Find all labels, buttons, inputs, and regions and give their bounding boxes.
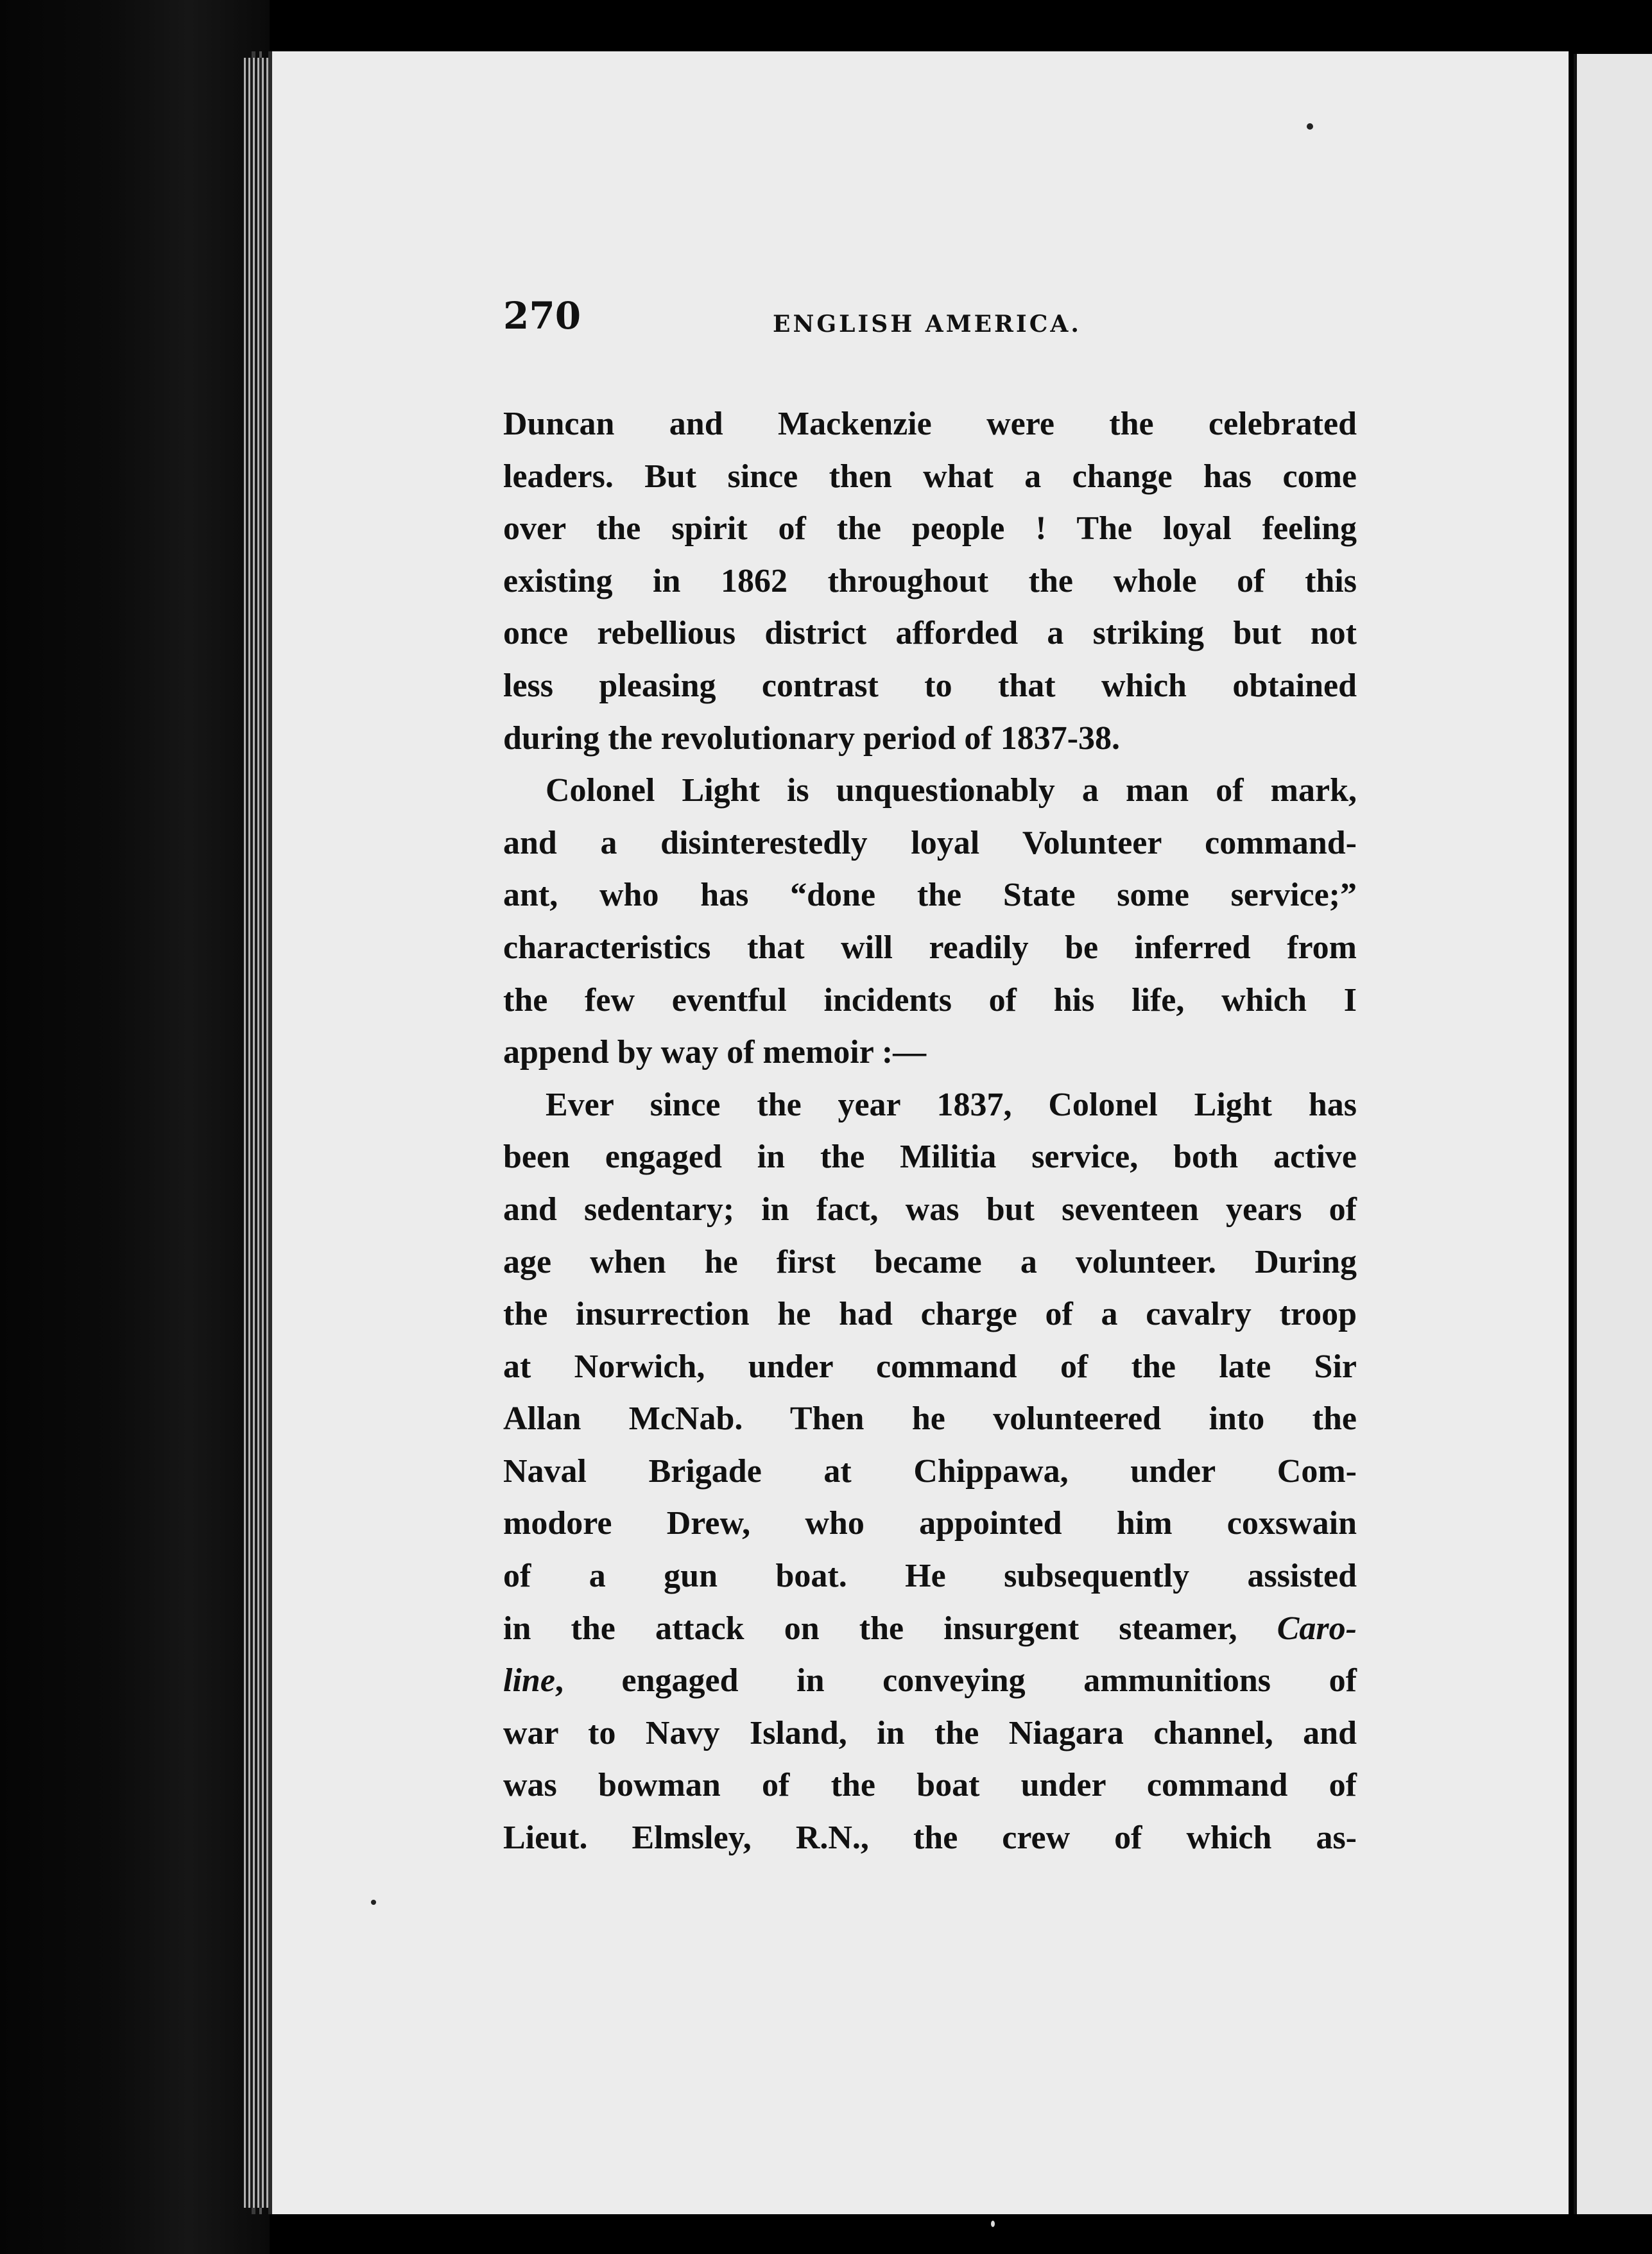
text-line: over the spirit of the people ! The loyal feeling bbox=[503, 510, 1357, 547]
text-line: of a gun boat. He subsequently assisted bbox=[503, 1558, 1357, 1595]
text-line: characteristics that will readily be inferred from bbox=[503, 929, 1357, 966]
text-line: the insurrection he had charge of a cavalry troop bbox=[503, 1296, 1357, 1333]
text-line: Duncan and Mackenzie were the celebrated bbox=[503, 406, 1357, 442]
text-line: was bowman of the boat under command of bbox=[503, 1767, 1357, 1804]
text-line: and sedentary; in fact, was but seventeen years of bbox=[503, 1191, 1357, 1228]
text-line: Lieut. Elmsley, R.N., the crew of which as- bbox=[503, 1820, 1357, 1857]
text-line: leaders. But since then what a change has come bbox=[503, 458, 1357, 495]
text-line: the few eventful incidents of his life, which I bbox=[503, 981, 1357, 1019]
scan-speck bbox=[991, 2221, 995, 2227]
text-line: Allan McNab. Then he volunteered into the bbox=[503, 1400, 1357, 1438]
running-title: ENGLISH AMERICA. bbox=[773, 311, 1081, 338]
text-line: age when he first became a volunteer. During bbox=[503, 1243, 1357, 1280]
facing-page bbox=[1574, 54, 1652, 2214]
text-segment: , engaged in conveying ammunitions of bbox=[555, 1662, 1357, 1699]
text-line: war to Navy Island, in the Niagara channel, and bbox=[503, 1714, 1357, 1751]
text-line: Colonel Light is unquestionably a man of mark, bbox=[546, 772, 1357, 809]
text-line: been engaged in the Militia service, both active bbox=[503, 1139, 1357, 1176]
text-line: once rebellious district afforded a striking but not bbox=[503, 615, 1357, 652]
scan-speck bbox=[1307, 123, 1313, 130]
scan-speck bbox=[371, 1900, 376, 1905]
text-line: during the revolutionary period of 1837-38. bbox=[503, 719, 1121, 757]
page-body bbox=[503, 398, 1357, 1864]
text-line bbox=[503, 1603, 1357, 1655]
ship-name-italic: line bbox=[503, 1662, 555, 1699]
page-header bbox=[503, 294, 1094, 345]
ship-name-italic: Caro- bbox=[1277, 1610, 1357, 1647]
text-line: Naval Brigade at Chippawa, under Com- bbox=[503, 1452, 1357, 1490]
book-spine bbox=[0, 0, 270, 2254]
text-line: append by way of memoir :— bbox=[503, 1034, 927, 1071]
text-segment: in the attack on the insurgent steamer, bbox=[503, 1610, 1277, 1647]
text-line: at Norwich, under command of the late Sir bbox=[503, 1348, 1357, 1385]
page-edges bbox=[244, 58, 270, 2208]
text-line: and a disinterestedly loyal Volunteer command- bbox=[503, 824, 1357, 861]
text-line: Ever since the year 1837, Colonel Light has bbox=[546, 1086, 1357, 1123]
page-number: 270 bbox=[503, 294, 581, 338]
text-line: less pleasing contrast to that which obtained bbox=[503, 667, 1357, 704]
text-line: ant, who has “done the State some service;” bbox=[503, 877, 1357, 914]
text-line: modore Drew, who appointed him coxswain bbox=[503, 1505, 1357, 1542]
text-line: existing in 1862 throughout the whole of this bbox=[503, 562, 1357, 599]
text-line bbox=[503, 1655, 1357, 1707]
